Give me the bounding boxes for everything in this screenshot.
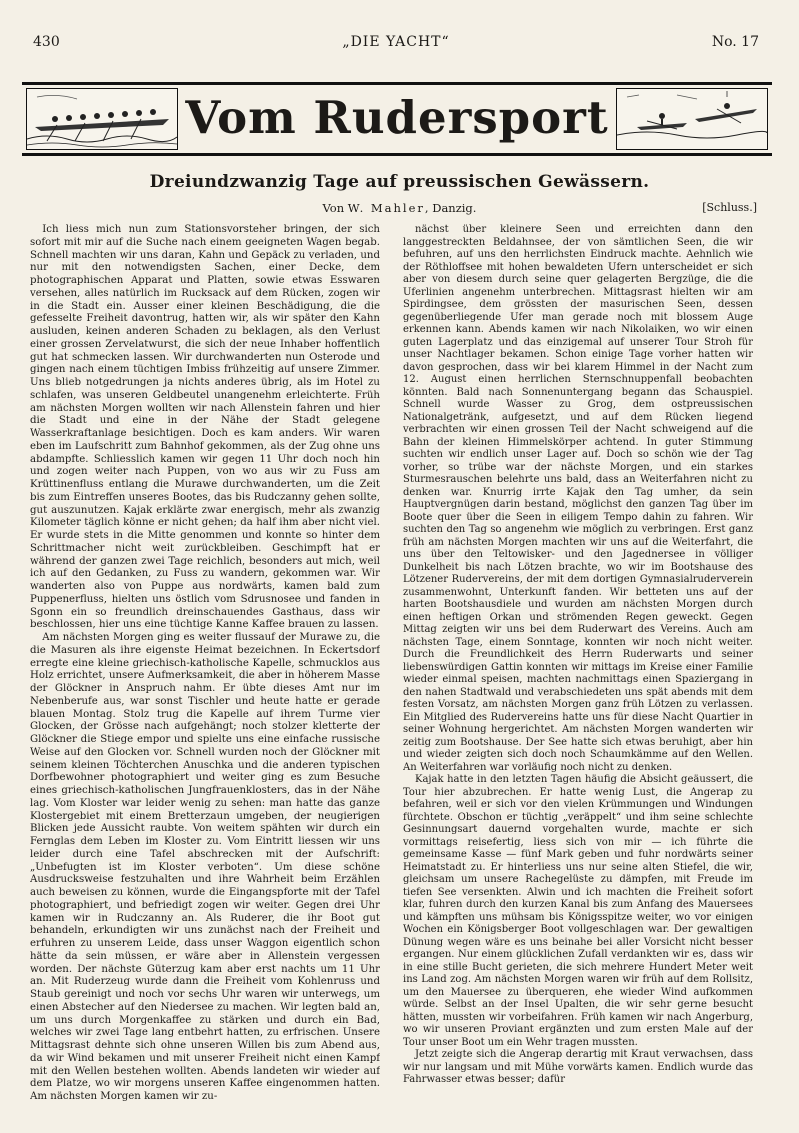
byline-suffix: , Danzig. — [424, 201, 477, 215]
magazine-title: „DIE YACHT“ — [342, 34, 450, 50]
byline-prefix: Von — [322, 201, 345, 215]
byline — [0, 201, 799, 215]
paragraph: Kajak hatte in den letzten Tagen häufig die Absicht geäussert, die Tour hier abzubrechen. Er hatte wenig Lust, die Angerap zu befahren, weil er sich vor den vielen Krümmungen und Windungen fürchtete. Obschon er tüchtig „veräppelt“ und ihm seine schlechte Gesinnungsart dauernd vorgehalten wurde, machte er sich vormittags reisefertig, liess sich von mir — ich führte die gemeinsame Kasse — fünf Mark geben und fuhr nordwärts seiner Heimatstadt zu. Er hinterliess uns nur seine alten Stiefel, die wir, gleichsam um unsere Rachegelüste zu dämpfen, mit Freude im tiefen See versenkten. Alwin und ich machten die Freiheit sofort klar, fuhren durch den kurzen Kanal bis zum Anfang des Mauersees und kämpften uns mühsam bis Königsspitze weiter, wo vor einigen Wochen ein Königsberger Boot vollgeschlagen war. Der gewaltigen Dünung wegen wäre es uns beinahe bei aller Vorsicht nicht besser ergangen. Nur einem glücklichen Zufall verdankten wir es, dass wir in eine stille Bucht gerieten, die sich mehrere Hundert Meter weit ins Land zog. Am nächsten Morgen waren wir früh auf dem Rollsitz, um den Mauersee zu überqueren, ehe wieder Wind aufkommen würde. Selbst an der Insel Upalten, die wir sehr gerne besucht hätten, mussten wir vorbeifahren. Früh kamen wir nach Angerburg, wo wir unseren Proviant ergänzten und zum ersten Male auf der Tour unser Boot um ein Wehr tragen mussten. — [403, 774, 753, 1048]
page-header — [33, 34, 759, 52]
single-sculls-illustration — [616, 88, 768, 150]
continuation-tag: [Schluss.] — [702, 201, 757, 214]
article-title: Dreiundzwanzig Tage auf preussischen Gewässern. — [149, 172, 650, 192]
section-banner — [22, 82, 772, 156]
paragraph: Ich liess mich nun zum Stationsvorsteher bringen, der sich sofort mit mir auf die Suche nach einem geeigneten Wagen begab. Schnell machten wir uns daran, Kahn und Gepäck zu verladen, und nur mit den notwendigsten Sachen, einer Decke, dem photographischen Apparat und Platten, sowie etwas Esswaren versehen, alles natürlich im Rucksack auf dem Rücken, zogen wir in die Stadt ein. Ausser einer kleinen Beschädigung, die die gefesselte Freiheit davontrug, hatten wir, als wir später den Kahn ausluden, keinen anderen Schaden zu beklagen, als den Verlust einer grossen Zervelatwurst, die sich der neue Inhaber hoffentlich gut hat schmecken lassen. Wir durchwanderten nun Osterode und gingen nach einem tüchtigen Imbiss frühzeitig auf unsere Zimmer. Uns blieb notgedrungen ja nichts anderes übrig, als im Hotel zu schlafen, was unseren Geldbeutel unangenehm erleichterte. Früh am nächsten Morgen wollten wir nach Allenstein fahren und hier die Stadt und eine in der Nähe der Stadt gelegene Wasserkraftanlage besichtigen. Doch es kam anders. Wir waren eben im Laufschritt zum Bahnhof gekommen, als der Zug ohne uns abdampfte. Schliesslich kamen wir gegen 11 Uhr doch noch hin und zogen weiter nach Puppen, von wo aus wir zu Fuss am Krüttinenfluss entlang die Murawe durchwanderten, um die Zeit bis zum Eintreffen unseres Bootes, das bis Rudczanny gehen sollte, gut auszunutzen. Kajak erklärte zwar energisch, mehr als zwanzig Kilometer täglich könne er nicht gehen; da half ihm aber nicht viel. Er wurde stets in die Mitte genommen und konnte so hinter dem Schrittmacher nicht weit zurückbleiben. Geschimpft hat er während der ganzen zwei Tage reichlich, besonders aut mich, weil ich auf den Gedanken, zu Fuss zu wandern, gekommen war. Wir wanderten also von Puppe aus nordwärts, kamen bald zum Puppenerfluss, hielten uns östlich vom Sdrusnosee und fanden in Sgonn ein so freundlich dreinschauendes Gasthaus, dass wir beschlossen, hier uns eine tüchtige Kanne Kaffee brauen zu lassen. — [30, 224, 380, 631]
page-number: 430 — [33, 34, 60, 50]
rowing-eight-illustration — [26, 88, 178, 150]
issue-number: No. 17 — [711, 34, 759, 50]
paragraph: Jetzt zeigte sich die Angerap derartig mit Kraut verwachsen, dass wir nur langsam und mit Mühe vorwärts kamen. Endlich wurde das Fahrwasser etwas besser; dafür — [403, 1049, 753, 1085]
text-column-right — [403, 224, 753, 1104]
author-name: W. Mahler — [347, 201, 425, 215]
paragraph: Am nächsten Morgen ging es weiter flussauf der Murawe zu, die die Masuren als ihre eigenste Heimat bezeichnen. In Eckertsdorf erregte eine kleine griechisch-katholische Kapelle, schmucklos aus Holz errichtet, unsere Aufmerksamkeit, die aber in höherem Masse der Glöckner in Anspruch nahm. Er übte dieses Amt nur im Nebenberufe aus, war sonst Tischler und heute hatte er gerade blauen Montag. Stolz trug die Kapelle auf ihrem Turme vier Glocken, der Grösse nach aufgehängt; noch stolzer kletterte der Glöckner die Stiege empor und spielte uns eine einfache russische Weise auf den Glocken vor. Schnell wurden noch der Glöckner mit seinem kleinen Töchterchen Anuschka und die anderen typischen Dorfbewohner photographiert und weiter ging es zum Besuche eines griechisch-katholischen Jungfrauenklosters, das in der Nähe lag. Vom Kloster war leider wenig zu sehen: man hatte das ganze Klostergebiet mit einem Bretterzaun umgeben, der neugierigen Blicken jede Aussicht raubte. Von weitem spähten wir durch ein Fernglas dem Leben im Kloster zu. Vom Eintritt liessen wir uns leider durch eine Tafel abschrecken mit der Aufschrift: „Unbefugten ist im Kloster verboten“. Um diese schöne Ausdrucksweise festzuhalten und ihre Wahrheit beim Erzählen auch beweisen zu können, wurde die Eingangspforte mit der Tafel photographiert, und befriedigt zogen wir weiter. Gegen drei Uhr kamen wir in Rudczanny an. Als Ruderer, die ihr Boot gut behandeln, erkundigten wir uns zunächst nach der Freiheit und erfuhren zu unserem Leide, dass unser Waggon eigentlich schon hätte da sein müssen, er wäre aber in Allenstein vergessen worden. Der nächste Güterzug kam aber erst nachts um 11 Uhr an. Mit Ruderzeug wurde dann die Freiheit vom Kohlenruss und Staub gereinigt und noch vor sechs Uhr waren wir unterwegs, um einen Abstecher auf den Niedersee zu machen. Wir legten bald an, um uns durch Morgenkaffee zu stärken und durch ein Bad, welches wir zwei Tage lang entbehrt hatten, zu erfrischen. Unsere Mittagsrast dehnte sich ohne unseren Willen bis zum Abend aus, da wir Wind bekamen und mit unserer Freiheit nicht einen Kampf mit den Wellen bestehen wollten. Abends landeten wir wieder auf dem Platze, wo wir morgens unseren Kaffee eingenommen hatten. Am nächsten Morgen kamen wir zu- — [30, 632, 380, 1102]
text-column-left — [30, 224, 380, 1104]
paragraph: nächst über kleinere Seen und erreichten dann den langgestreckten Beldahnsee, der von sämtlichen Seen, die wir befuhren, auf uns den herrlichsten Eindruck machte. Aehnlich wie der Röthloffsee mit hohen bewaldeten Ufern unterscheidet er sich aber von diesem durch seine quer gelagerten Bergzüge, die die Uferlinien angenehm unterbrechen. Mittagsrast hielten wir am Spirdingsee, dem grössten der masurischen Seen, dessen gegenüberliegende Ufer man gerade noch mit blossem Auge erkennen kann. Abends kamen wir nach Nikolaiken, wo wir einen guten Lagerplatz und das einzigemal auf unserer Tour Stroh für unser Nachtlager bekamen. Schon einige Tage vorher hatten wir davon gesprochen, dass wir bei klarem Himmel in der Nacht zum 12. August einen herrlichen Sternschnuppenfall beobachten könnten. Bald nach Sonnenuntergang begann das Schauspiel. Schnell wurde Wasser zu Grog, dem ostpreussischen Nationalgetränk, aufgesetzt, und auf dem Rücken liegend verbrachten wir einen grossen Teil der Nacht schweigend auf die Bahn der kleinen Himmelskörper achtend. In guter Stimmung suchten wir endlich unser Lager auf. Doch so schön wie der Tag vorher, so trübe war der nächste Morgen, und ein starkes Sturmesrauschen belehrte uns bald, dass an Weiterfahren nicht zu denken war. Knurrig irrte Kajak den Tag umher, da sein Hauptvergnügen darin bestand, möglichst den ganzen Tag über im Boote quer über die Seen in eiligem Tempo dahin zu fahren. Wir suchten den Tag so angenehm wie möglich zu verbringen. Erst ganz früh am nächsten Morgen machten wir uns auf die Weiterfahrt, die uns über den Teltowisker- und den Jagednersee in völliger Dunkelheit bis nach Lötzen brachte, wo wir im Bootshause des Lötzener Rudervereins, der mit dem dortigen Gymnasialruderverein zusammenwohnt, Unterkunft fanden. Wir betteten uns auf der harten Bootshausdiele und wurden am nächsten Morgen durch einen heftigen Orkan und strömenden Regen geweckt. Gegen Mittag zeigten wir uns bei dem Ruderwart des Vereins. Auch am nächsten Tage, einem Sonntage, konnten wir noch nicht weiter. Durch die Freundlichkeit des Herrn Ruderwarts und seiner liebenswürdigen Gattin konnten wir mittags im Kreise einer Familie wieder einmal speisen, machten nachmittags einen Spaziergang in den nahen Stadtwald und verabschiedeten uns spät abends mit dem festen Vorsatz, am nächsten Morgen ganz früh Lötzen zu verlassen. Ein Mitglied des Rudervereins hatte uns für diese Nacht Quartier in seiner Wohnung hergerichtet. Am nächsten Morgen wanderten wir zeitig zum Bootshause. Der See hatte sich etwas beruhigt, aber hin und wieder zeigten sich doch noch Schaumkämme auf den Wellen. An Weiterfahren war vorläufig noch nicht zu denken. — [403, 224, 753, 773]
banner-title: Vom Rudersport — [185, 91, 609, 144]
